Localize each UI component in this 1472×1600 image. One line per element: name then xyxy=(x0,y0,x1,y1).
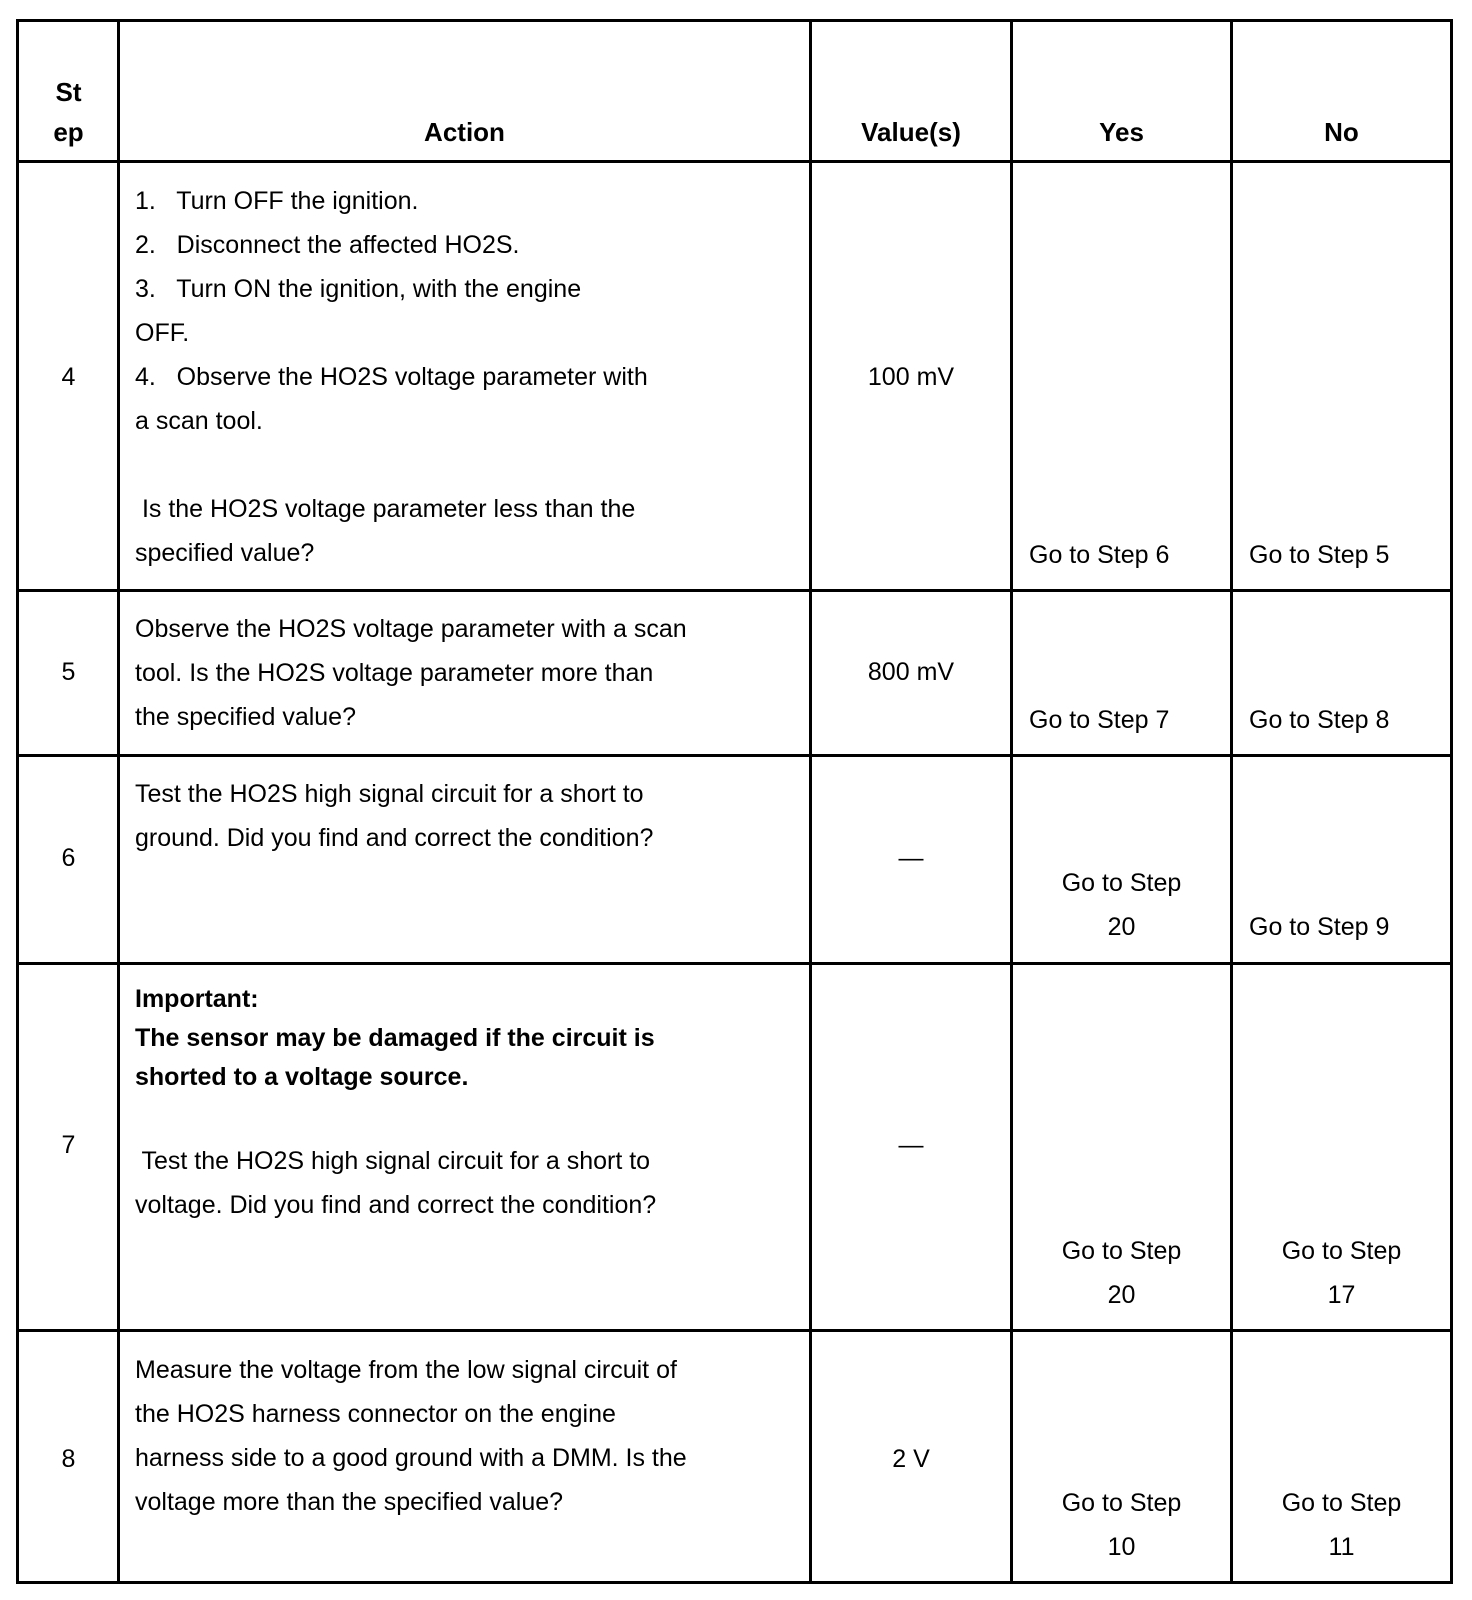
row-divider xyxy=(16,160,1453,163)
yes-cell: Go to Step 20 xyxy=(1061,1237,1182,1309)
action-text: Measure the voltage from the low signal circuit of the HO2S harness connector on the engine harness side to a good ground with a DMM. Is the voltage more than the specified value? xyxy=(135,1356,687,1516)
header-step: St ep xyxy=(53,77,84,147)
yes-cell: Go to Step 6 xyxy=(1029,541,1170,569)
no-cell: Go to Step 17 xyxy=(1281,1237,1402,1309)
no-cell: Go to Step 8 xyxy=(1249,706,1390,734)
action-text: Test the HO2S high signal circuit for a short to voltage. Did you find and correct the condition? xyxy=(135,1147,657,1219)
step-number: 6 xyxy=(61,844,76,872)
column-divider xyxy=(117,19,120,1584)
step-number: 8 xyxy=(61,1445,76,1473)
value-cell: 800 mV xyxy=(867,658,955,686)
no-cell: Go to Step 11 xyxy=(1281,1489,1402,1561)
header-no: No xyxy=(1324,117,1359,147)
step-number: 4 xyxy=(61,363,76,391)
step-number: 5 xyxy=(61,658,76,686)
value-cell: — xyxy=(898,844,924,872)
header-yes: Yes xyxy=(1099,117,1144,147)
value-cell: — xyxy=(898,1131,924,1159)
no-cell: Go to Step 9 xyxy=(1249,913,1390,941)
yes-cell: Go to Step 7 xyxy=(1029,706,1170,734)
value-cell: 2 V xyxy=(892,1445,930,1473)
row-divider xyxy=(16,1329,1453,1332)
yes-cell: Go to Step 10 xyxy=(1061,1489,1182,1561)
action-text: Test the HO2S high signal circuit for a short to ground. Did you find and correct the condition? xyxy=(135,780,654,852)
yes-cell: Go to Step 20 xyxy=(1061,869,1182,941)
no-cell: Go to Step 5 xyxy=(1249,541,1390,569)
action-text: 1. Turn OFF the ignition. 2. Disconnect the affected HO2S. 3. Turn ON the ignition, with the engine OFF. 4. Observe the HO2S voltage parameter with a scan tool. Is the HO2S voltage parameter less than the specified value? xyxy=(135,187,648,567)
important-note: Important: The sensor may be damaged if the circuit is shorted to a voltage source. xyxy=(135,985,655,1091)
action-text: Observe the HO2S voltage parameter with a scan tool. Is the HO2S voltage parameter more than the specified value? xyxy=(135,615,687,731)
value-cell: 100 mV xyxy=(867,363,955,391)
column-divider xyxy=(1010,19,1013,1584)
column-divider xyxy=(1230,19,1233,1584)
header-action: Action xyxy=(424,117,505,147)
row-divider xyxy=(16,754,1453,757)
row-divider xyxy=(16,589,1453,592)
header-values: Value(s) xyxy=(861,117,961,147)
column-divider xyxy=(809,19,812,1584)
step-number: 7 xyxy=(61,1131,76,1159)
row-divider xyxy=(16,962,1453,965)
